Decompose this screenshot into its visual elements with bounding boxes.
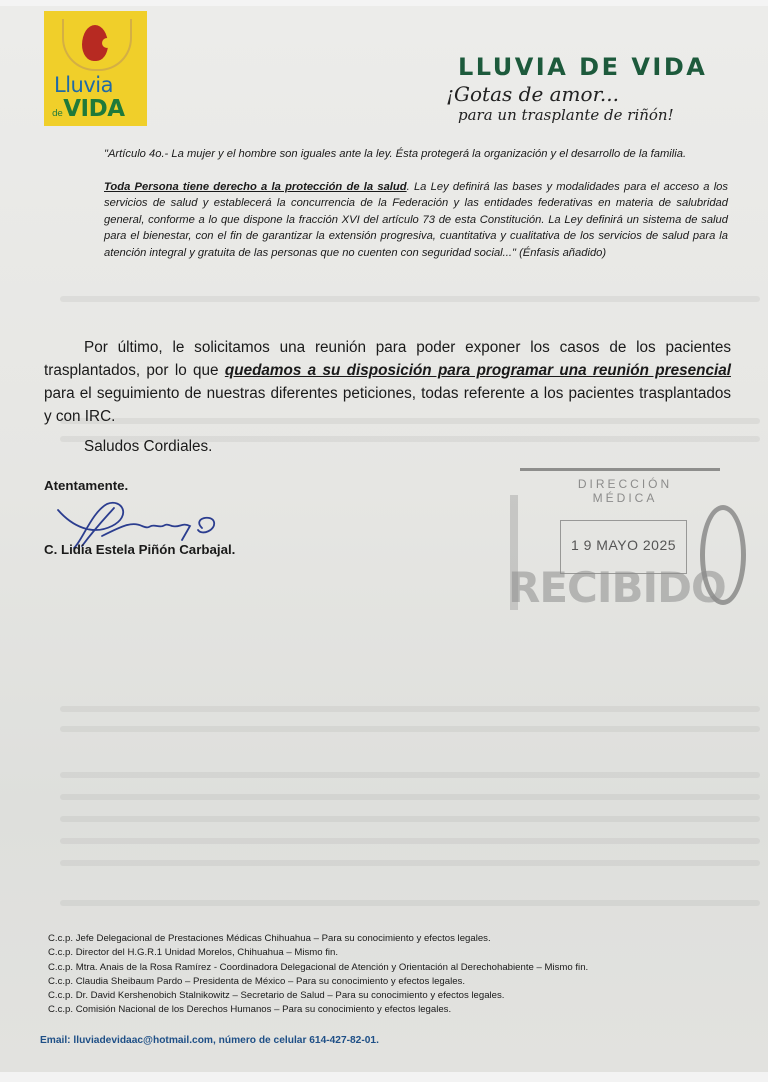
organization-logo — [44, 11, 147, 126]
logo-text-de: de — [52, 109, 63, 119]
closing-label: Atentamente. — [44, 478, 129, 493]
signer-name: C. Lidia Estela Piñón Carbajal. — [44, 542, 236, 557]
logo-text-lluvia: Lluvia — [54, 73, 113, 97]
logo-text-vida — [52, 96, 147, 122]
cc-item: C.c.p. Director del H.G.R.1 Unidad Morelos, Chihuahua – Mismo fin. — [48, 947, 339, 959]
quote-paragraph-1: "Artículo 4o.- La mujer y el hombre son iguales ante la ley. Ésta protegerá la organización y el desarrollo de la familia. — [104, 148, 687, 160]
stamp-header-line — [520, 468, 720, 471]
bleed-through-text — [60, 860, 760, 866]
constitution-quote — [104, 146, 728, 262]
bleed-through-text — [60, 772, 760, 778]
bleed-through-text — [60, 794, 760, 800]
cc-item: C.c.p. Claudia Sheibaum Pardo – Presidenta de México – Para su conocimiento y efectos legales. — [48, 975, 466, 987]
brand-tagline: ¡Gotas de amor... — [446, 82, 619, 106]
quote-paragraph-2 — [104, 179, 728, 262]
bleed-through-text — [60, 726, 760, 732]
request-emphasis: quedamos a su disposición para programar una reunión presencial — [224, 362, 731, 379]
brand-subtagline: para un trasplante de riñón! — [458, 106, 674, 124]
quote-paragraph-2-text: . La Ley definirá las bases y modalidades para el acceso a los servicios de salud y establecerá la concurrencia de la Federación y las entidades federativas en materia de salubridad general, conforme a lo que dispone la fracción XVI del artículo 73 de esta Constitución. La Ley definirá un sistema de salud para el bienestar, con el fin de garantizar la extensión progresiva, cuantitativa y cualitativa de los servicios de salud para la atención integral y gratuita de las personas que no cuenten con seguridad social..." (Énfasis añadido) — [104, 180, 728, 259]
request-text-2: para el seguimiento de nuestras diferentes peticiones, todas referente a los pacientes trasplantados y con IRC. — [44, 385, 731, 425]
brand-title: LLUVIA DE VIDA — [458, 53, 708, 81]
cc-item: C.c.p. Mtra. Anais de la Rosa Ramírez - Coordinadora Delegacional de Atención y Orientación al Derechohabiente – Mismo fin. — [48, 961, 589, 973]
greeting: Saludos Cordiales. — [84, 438, 213, 455]
bleed-through-text — [60, 900, 760, 906]
stamp-department — [555, 477, 695, 505]
request-paragraph — [44, 336, 731, 428]
request-text-1: Por último, le solicitamos una reunión para poder exponer los casos de los pacientes trasplantados, por lo que — [44, 339, 731, 379]
received-stamp — [500, 465, 740, 625]
cc-item: C.c.p. Dr. David Kershenobich Stalnikowitz – Secretario de Salud – Para su conocimiento y efectos legales. — [48, 990, 505, 1002]
bleed-through-text — [60, 838, 760, 844]
kidney-icon — [82, 25, 108, 61]
stamp-department-line-1: DIRECCIÓN — [577, 477, 673, 491]
cc-list — [48, 932, 748, 1018]
stamp-date: 1 9 MAYO 2025 — [570, 537, 677, 553]
stamp-department-line-2: MÉDICA — [592, 491, 658, 505]
stamp-status: RECIBIDO — [508, 563, 726, 612]
bleed-through-text — [60, 816, 760, 822]
quote-emphasis: Toda Persona tiene derecho a la protección de la salud — [104, 180, 407, 193]
bleed-through-text — [60, 706, 760, 712]
logo-text-vida-word: VIDA — [63, 96, 125, 122]
bottom-border — [0, 1072, 768, 1082]
contact-info: Email: lluviadevidaac@hotmail.com, número de celular 614-427-82-01. — [40, 1035, 379, 1046]
cc-item: C.c.p. Comisión Nacional de los Derechos Humanos – Para su conocimiento y efectos legales. — [48, 1004, 452, 1016]
cc-item: C.c.p. Jefe Delegacional de Prestaciones Médicas Chihuahua – Para su conocimiento y efectos legales. — [48, 933, 491, 944]
bleed-through-text — [60, 296, 760, 302]
